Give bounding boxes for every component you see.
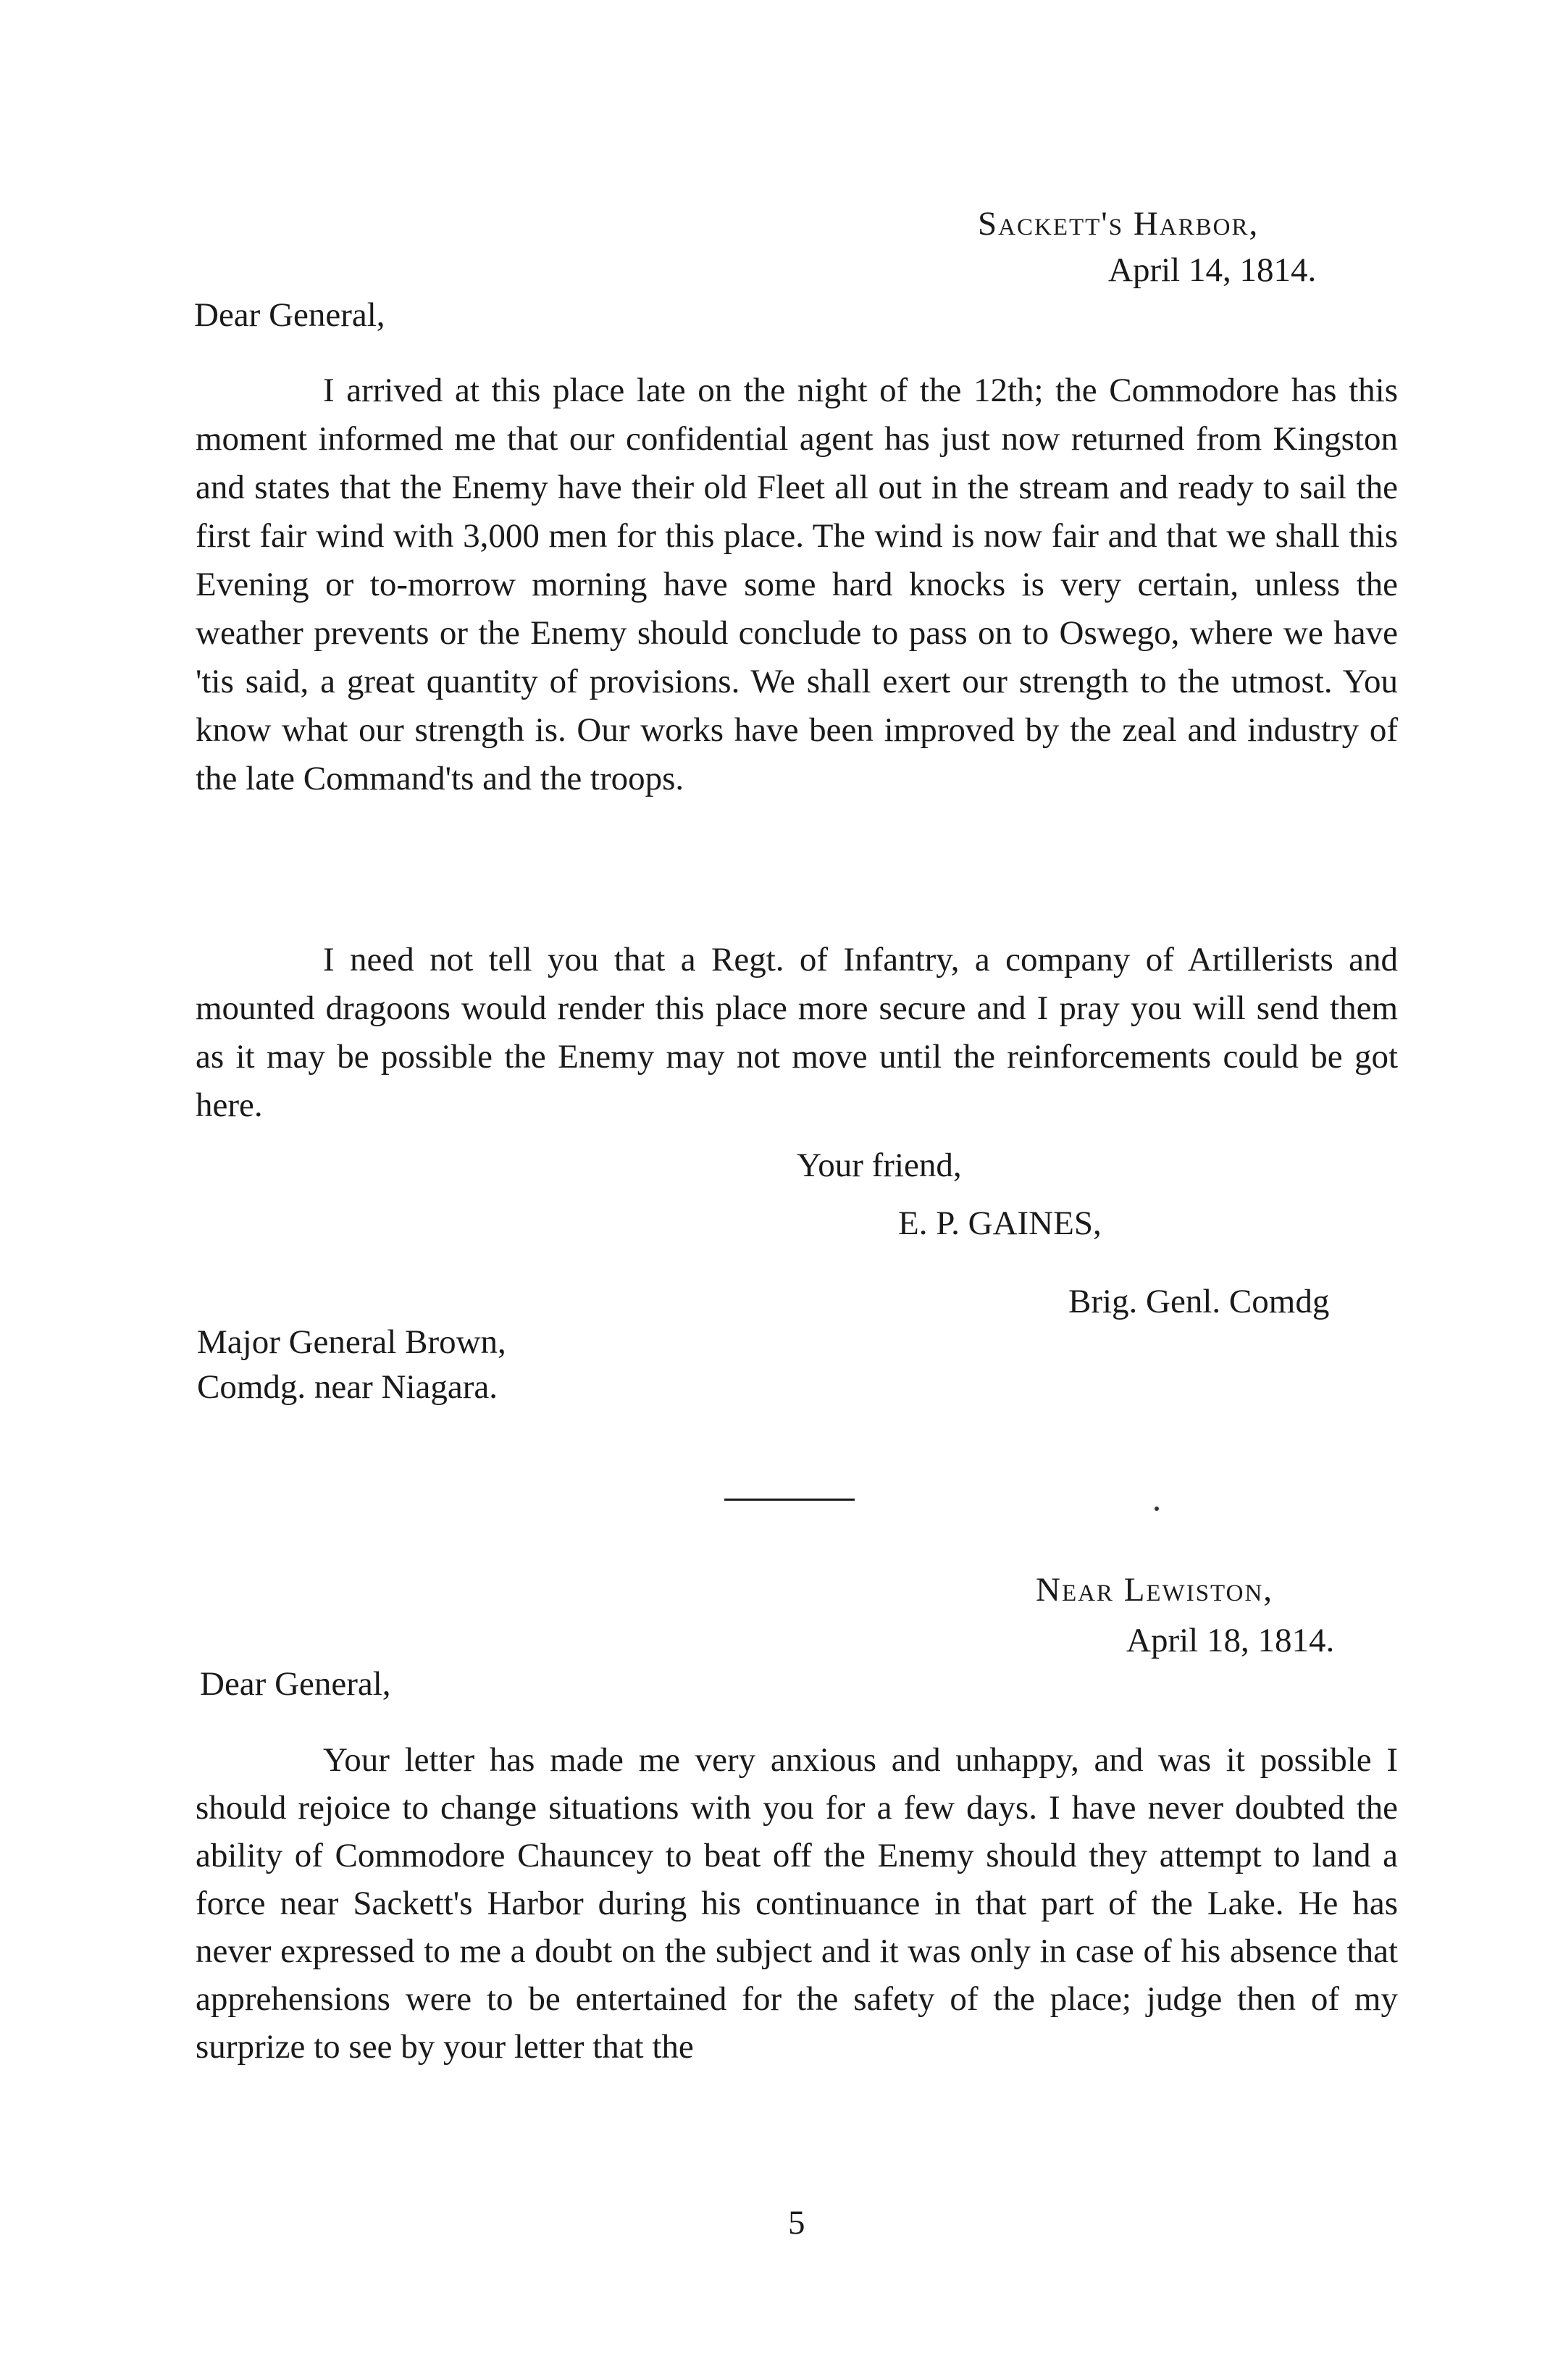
page-number: 5: [788, 2204, 805, 2242]
letter2-place: Near Lewiston,: [1036, 1571, 1274, 1609]
letter2-salutation: Dear General,: [200, 1665, 391, 1703]
letter2-paragraph-1: Your letter has made me very anxious and unhappy, and was it possible I should rejoice to change situations with you for a few days. I have never doubted the ability of Commodore Chauncey to beat off the Enemy should they attempt to land a force near Sackett's Harbor during his continuance in that part of the Lake. He has never expressed to me a doubt on the subject and it was only in case of his absence that apprehensions were to be entertained for the safety of the place; judge then of my surprize to see by your letter that the: [196, 1741, 1398, 2066]
print-speck: [1155, 1507, 1159, 1511]
letter2-date: April 18, 1814.: [1126, 1622, 1335, 1659]
letter1-date: April 14, 1814.: [1108, 251, 1317, 289]
separator-rule: [724, 1499, 855, 1501]
addressee-name: Major General Brown,: [197, 1323, 506, 1361]
letter1-closing: Your friend,: [797, 1147, 962, 1184]
letter1-signature-title: Brig. Genl. Comdg: [1068, 1283, 1330, 1320]
letter1-signature: E. P. GAINES,: [898, 1204, 1102, 1242]
letter1-paragraph-2: I need not tell you that a Regt. of Infantry, a company of Artillerists and mounted dragoons would render this place more secure and I pray you will send them as it may be possible the Enemy may not move until the reinforcements could be got here.: [196, 941, 1398, 1124]
letter1-salutation: Dear General,: [194, 296, 385, 334]
letter1-place: Sackett's Harbor,: [978, 205, 1260, 243]
addressee-location: Comdg. near Niagara.: [197, 1368, 498, 1406]
letter1-paragraph-1: I arrived at this place late on the night of the 12th; the Commodore has this moment informed me that our confidential agent has just now returned from Kingston and states that the Enemy have their old Fleet all out in the stream and ready to sail the first fair wind with 3,000 men for this place. The wind is now fair and that we shall this Evening or to-morrow morning have some hard knocks is very certain, unless the weather prevents or the Enemy should conclude to pass on to Oswego, where we have 'tis said, a great quantity of provisions. We shall exert our strength to the utmost. You know what our strength is. Our works have been improved by the zeal and industry of the late Command'ts and the troops.: [196, 372, 1398, 797]
